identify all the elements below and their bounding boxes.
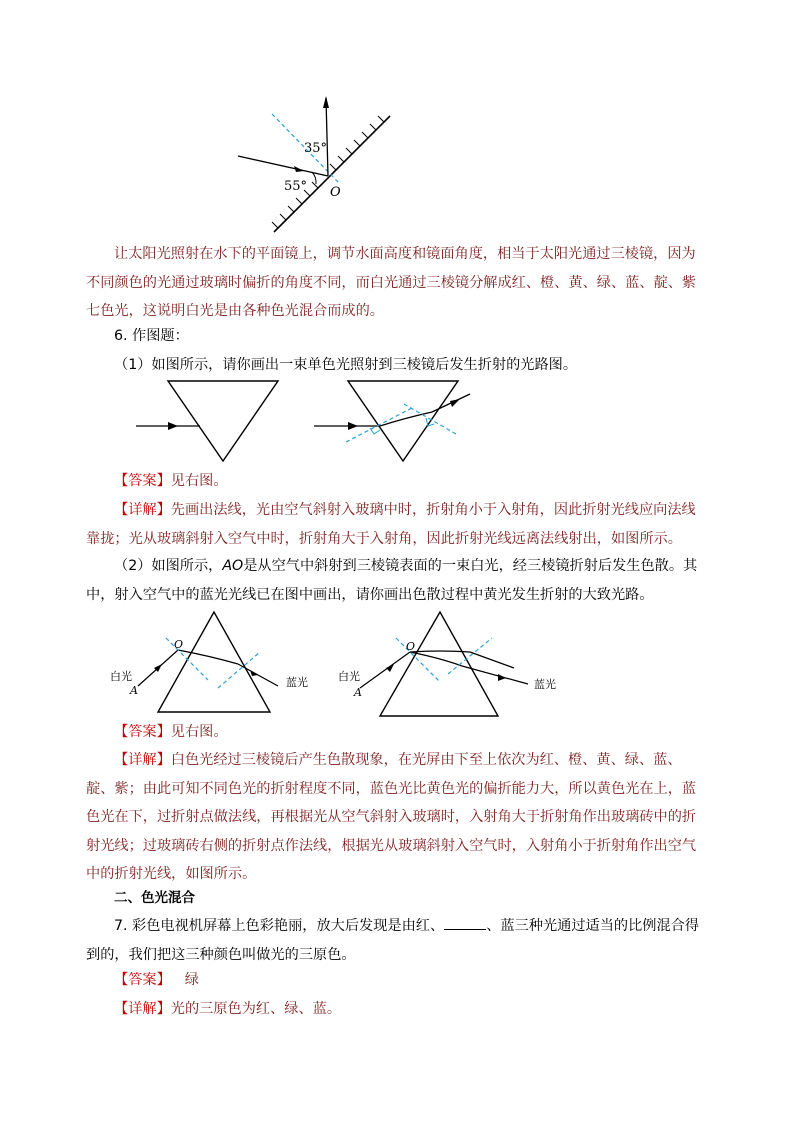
detail-label: 【详解】 (114, 502, 171, 518)
question-6-title: 6. 作图题： (114, 328, 189, 344)
detail-label-2: 【详解】 (114, 752, 171, 768)
mirror-reflection-figure (230, 92, 400, 237)
question-6-sub2 (86, 552, 708, 609)
sub2-a: （2）如图所示， (114, 558, 223, 574)
answer-blank[interactable] (444, 915, 486, 930)
dispersion-figure (110, 608, 590, 720)
paragraph-explanation: 让太阳光照射在水下的平面镜上，调节水面高度和镜面角度，相当于太阳光通过三棱镜，因为不同颜色的光通过玻璃时偏折的角度不同，而白光通过三棱镜分解成红、橙、黄、绿、蓝、靛、紫七色光，这说明白光是由各种色光混合而成的。 (86, 246, 697, 319)
detail-7 (114, 995, 341, 1024)
answer-6-2 (114, 718, 228, 747)
q7-text-b: 、蓝三种光通过适当的比例混合得到的，我们把这三种颜色叫做光的三原色。 (86, 918, 700, 963)
blue-light-label-2: 蓝光 (534, 678, 556, 691)
question-6-sub1: （1）如图所示，请你画出一束单色光照射到三棱镜后发生折射的光路图。 (114, 357, 578, 373)
detail-label-3: 【详解】 (114, 1001, 171, 1017)
detail-text-2: 白色光经过三棱镜后产生色散现象，在光屏由下至上依次为红、橙、黄、绿、蓝、靛、紫；由此可知不同色光的折射程度不同，蓝色光比黄色光的偏折能力大，所以黄色光在上，蓝色光在下，过折射点做法线，再根据光从空气斜射入玻璃时，入射角大于折射角作出玻璃砖中的折射光线；过玻璃砖右侧的折射点作法线，根据光从玻璃斜射入空气时，入射角小于折射角作出空气中的折射光线，如图所示。 (86, 752, 697, 882)
answer-text: 见右图。 (170, 473, 228, 489)
section-heading: 二、色光混合 (114, 890, 195, 906)
o-label: O (174, 638, 184, 651)
prism-figure-1 (130, 376, 480, 468)
white-light-label: 白光 (110, 670, 132, 683)
answer-text-3: 绿 (184, 972, 199, 988)
point-o-label: O (330, 185, 341, 200)
answer-6-1 (114, 467, 228, 496)
question-7 (86, 912, 708, 969)
detail-6-2 (86, 746, 708, 889)
answer-text-2: 见右图。 (170, 724, 228, 740)
answer-7 (114, 966, 199, 995)
angle-35-label: 35° (304, 141, 328, 156)
detail-6-1 (86, 496, 708, 553)
detail-text: 先画出法线，光由空气斜射入玻璃中时，折射角小于入射角，因此折射光线应向法线靠拢；光从玻璃斜射入空气中时，折射角大于入射角，因此折射光线远离法线射出，如图所示。 (86, 502, 696, 547)
angle-55-label: 55° (284, 179, 308, 194)
detail-text-3: 光的三原色为红、绿、蓝。 (170, 1001, 342, 1017)
o-label-2: O (406, 640, 416, 653)
ao-label: AO (222, 558, 244, 574)
white-light-label-2: 白光 (338, 670, 360, 683)
a-label-2: A (354, 686, 362, 699)
q7-text-a: 7. 彩色电视机屏幕上色彩艳丽，放大后发现是由红、 (114, 918, 445, 934)
sub2-b: 是从空气中斜射到三棱镜表面的一束白光，经三棱镜折射后发生色散。其中，射入空气中的蓝光光线已在图中画出，请你画出色散过程中黄光发生折射的大致光路。 (86, 558, 698, 603)
answer-label-2: 【答案】 (114, 724, 171, 740)
a-label: A (130, 684, 138, 697)
answer-label-3: 【答案】 (114, 972, 171, 988)
answer-label: 【答案】 (114, 473, 171, 489)
blue-light-label: 蓝光 (286, 676, 308, 689)
